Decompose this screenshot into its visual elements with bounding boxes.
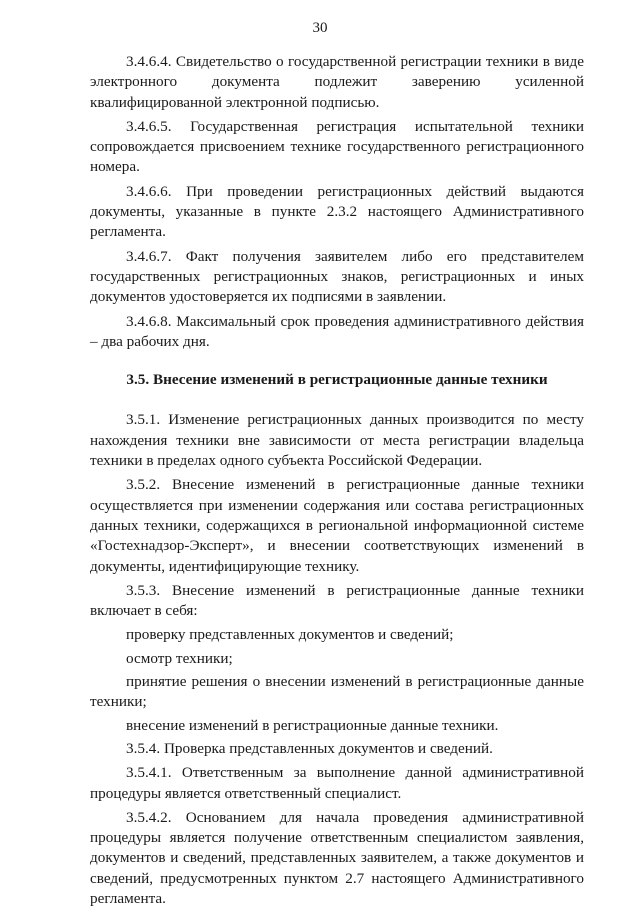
list-item-data-change: внесение изменений в регистрационные данные техники.: [126, 716, 499, 734]
document-body: [90, 52, 584, 913]
paragraph-3-5-1: 3.5.1. Изменение регистрационных данных производится по месту нахождения техники вне зависимости от места регистрации владельца техники в пределах одного субъекта Российской Федерации.: [90, 411, 584, 470]
list-item-document-check: проверку представленных документов и сведений;: [126, 626, 454, 644]
list-item-inspection: осмотр техники;: [126, 649, 233, 667]
paragraph-3-5-4-2: 3.5.4.2. Основанием для начала проведения административной процедуры является получение ответственным специалистом заявления, документов и сведений, представленных заявителем, а также документов и сведений, предусмотренных пунктом 2.7 настоящего Административного регламента.: [90, 808, 584, 907]
section-heading-3-5: 3.5. Внесение изменений в регистрационные данные техники: [126, 371, 548, 389]
paragraph-3-4-6-7: 3.4.6.7. Факт получения заявителем либо его представителем государственных регистрационных знаков, регистрационных и иных документов удостоверяется их подписями в заявлении.: [90, 247, 584, 306]
page-number: 30: [312, 20, 328, 36]
paragraph-3-4-6-6: 3.4.6.6. При проведении регистрационных действий выдаются документы, указанные в пункте 2.3.2 настоящего Административного регламента.: [90, 182, 584, 241]
paragraph-3-5-2: 3.5.2. Внесение изменений в регистрационные данные техники осуществляется при изменении содержания или состава регистрационных данных техники, содержащихся в региональной информационной системе «Гостехнадзор-Эксперт», и внесении соответствующих изменений в документы, идентифицирующие технику.: [90, 476, 584, 575]
list-item-decision: принятие решения о внесении изменений в регистрационные данные техники;: [90, 673, 584, 711]
paragraph-3-5-4: 3.5.4. Проверка представленных документов и сведений.: [126, 739, 493, 757]
paragraph-3-4-6-8: 3.4.6.8. Максимальный срок проведения административного действия – два рабочих дня.: [90, 312, 584, 350]
paragraph-3-4-6-5: 3.4.6.5. Государственная регистрация испытательной техники сопровождается присвоением технике государственного регистрационного номера.: [90, 117, 584, 176]
paragraph-3-5-4-1: 3.5.4.1. Ответственным за выполнение данной административной процедуры является ответственный специалист.: [90, 764, 584, 802]
paragraph-3-5-3: 3.5.3. Внесение изменений в регистрационные данные техники включает в себя:: [90, 581, 584, 620]
paragraph-3-4-6-4: 3.4.6.4. Свидетельство о государственной регистрации техники в виде электронного документа подлежит заверению усиленной квалифицированной электронной подписью.: [90, 53, 584, 111]
